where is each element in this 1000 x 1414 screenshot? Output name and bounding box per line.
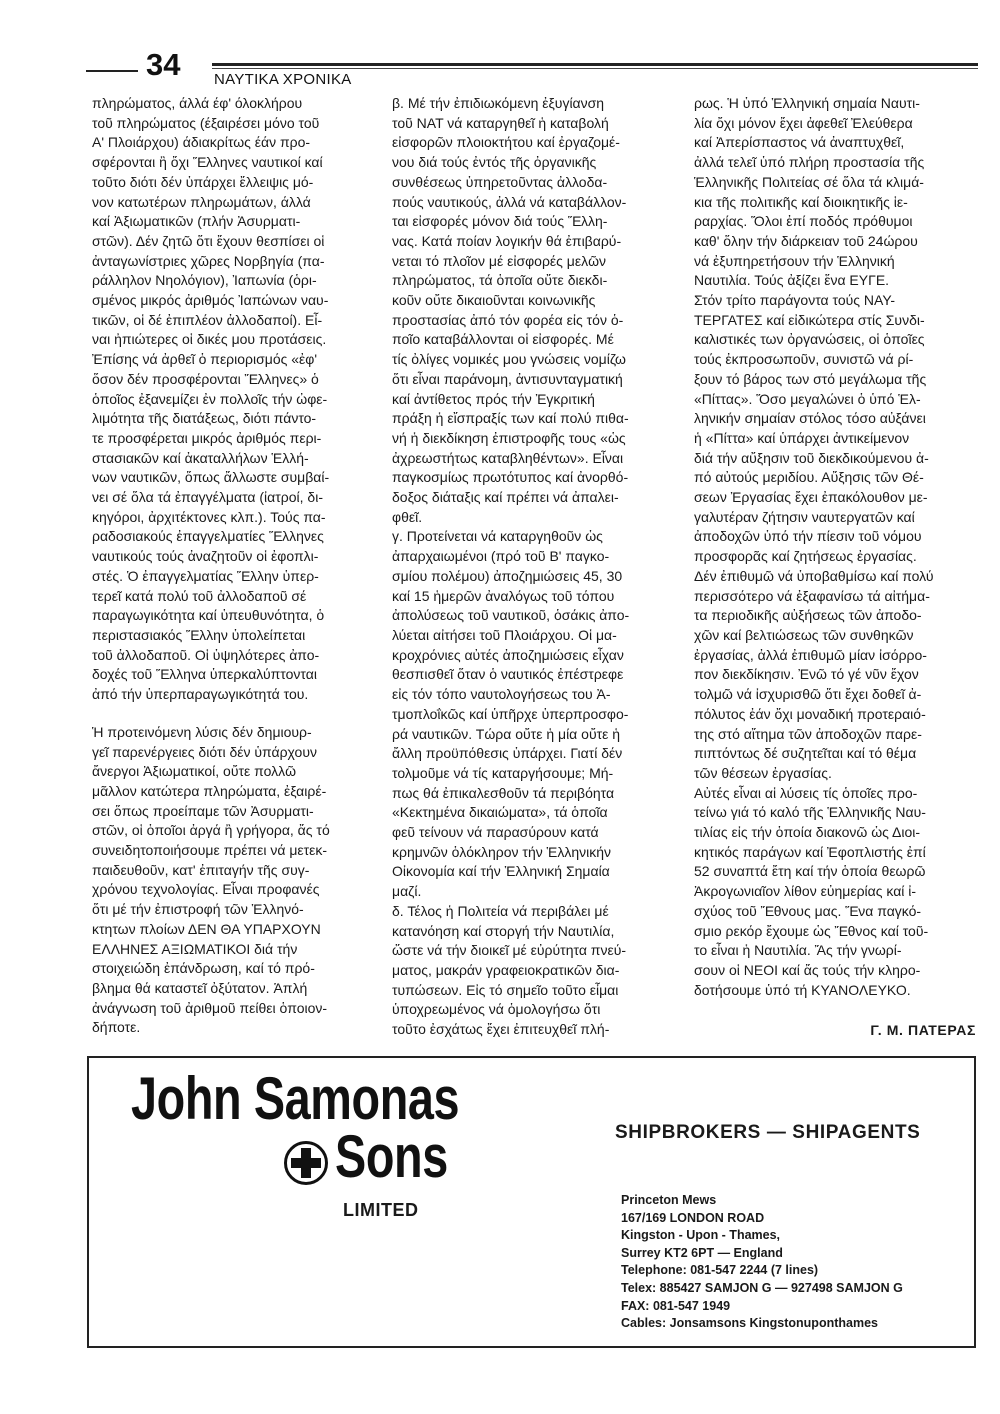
telephone-line: Telephone: 081-547 2244 (7 lines): [621, 1263, 819, 1278]
article-paragraph: γ. Προτείνεται νά καταργηθοῦν ὡς ἀπαρχαιωμένοι (πρό τοῦ Β' παγκο- σμίου πολέμου) ἀποζημιώσεις 45, 30 καί 15 ἡμερῶν ἀναλόγως τοῦ τόπου ἀπολύσεως τοῦ ναυτικοῦ, ὁσάκις ἀπο- λύεται αἰτήσει τοῦ Πλοιάρχου. Οἱ μα- κροχρόνιες αὐτές ἀποζημιώσεις εἶχαν θεσπισθεῖ ὅταν ὁ ναυτικός ἐπέστρεφε εἰς τόν τόπο ναυτολογήσεως του Ἀ- τμοπλοΐκῶς καί ὑπῆρχε ὑπερπροσφο- ρά ναυτικῶν. Τώρα οὔτε ἡ μία οὔτε ἡ ἄλλη προϋπόθεσις ὑπάρχει. Γιατί δέν τολμοῦμε νά τίς καταργήσουμε; Μή- πως θά ἐπικαλεσθοῦν τά περιβόητα «Κεκτημένα δικαιώματα», τά ὁποῖα φεῦ τείνουν νά παρασύρουν κατά κρημνῶν ὁλόκληρον τήν Ἑλληνικήν Οἰκονομία καί τήν Ἑλληνική Σημαία μαζί.: [392, 528, 630, 900]
company-address: [621, 1192, 903, 1333]
article-column-1: [92, 94, 376, 1038]
article-paragraph: Στόν τρίτο παράγοντα τούς ΝΑΥ- ΤΕΡΓΑΤΕΣ καί εἰδικώτερα στίς Συνδι- καλιστικές των ὀργανώσεις, οἱ ὁποῖες τούς ἐκπροσωποῦν, συνιστῶ νά ρί- ξουν τό βάρος των στό μεγάλωμα τῆς «Πίττας». Ὅσο μεγαλώνει ὁ ὑπό Ἑλ- ληνικήν σημαίαν στόλος τόσο αὐξάνει ἡ «Πίττα» καί ὑπάρχει ἀντικείμενον διά τήν αὔξησιν τοῦ διεκδικούμενου ἀ- πό αὐτούς μεριδίου. Αὔξησις τῶν Θέ- σεων Ἐργασίας ἔχει ἐπακόλουθον με- γαλυτέραν ζήτησιν ναυτεργατῶν καί ἀποδοχῶν ὑπό τήν πίεσιν τοῦ νόμου προσφορᾶς καί ζητήσεως ἐργασίας. Δέν ἐπιθυμῶ νά ὑποβαθμίσω καί πολύ περισσότερο νά ἐξαφανίσω τά αἰτήμα- τα περιοδικῆς αὐξήσεως τῶν ἀποδο- χῶν καί βελτιώσεως τῶν συνθηκῶν ἐργασίας, ἀλλά ἐπιθυμῶ μίαν ἰσόρρο- πον διεκδίκησιν. Ἐνῶ τό γέ νῦν ἔχον τολμῶ νά ἰσχυρισθῶ ὅτι ἔχει δοθεῖ ἀ- πόλυτος ἐάν ὄχι μοναδική προτεραιό- της στό αἴτημα τῶν ἀποδοχῶν παρε- πιπτόντως δέ συζητεῖται καί τό θέμα τῶν θέσεων ἐργασίας.: [694, 292, 934, 781]
address-line: Princeton Mews: [621, 1193, 717, 1207]
plus-circle-logo-icon: [283, 1140, 329, 1186]
address-line: 167/169 LONDON ROAD: [621, 1210, 765, 1225]
article-paragraph: Ἡ προτεινόμενη λύσις δέν δημιουρ- γεῖ παρενέργειες διότι δέν ὑπάρχουν ἄνεργοι Ἀξιωματικοί, οὔτε πολλῶ μᾶλλον κατώτερα πληρώματα, ἐξαιρέ- σει ὅπως προείπαμε τῶν Ἀσυρματι- στῶν, οἱ ὁποῖοι ἀργά ἢ γρήγορα, ἄς τό συνειδητοποιήσουμε πρέπει νά μετεκ- παιδευθοῦν, κατ' ἐπιταγήν τῆς συγ- χρόνου τεχνολογίας. Εἶναι προφανές ὅτι μέ τήν ἐπιστροφή τῶν Ἑλληνό- κτητων πλοίων ΔΕΝ ΘΑ ΥΠΑΡΧΟΥΝ ΕΛΛΗΝΕΣ ΑΞΙΩΜΑΤΙΚΟΙ διά τήν στοιχειώδη ἐπάνδρωση, καί τό πρό- βλημα θά καταστεῖ ὀξύτατον. Ἁπλή ἀνάγνωση τοῦ ἀριθμοῦ πείθει ὁποιον- δήποτε.: [92, 723, 330, 1036]
article-paragraph: β. Μέ τήν ἐπιδιωκόμενη ἐξυγίανση τοῦ ΝΑΤ νά καταργηθεῖ ἡ καταβολή εἰσφορῶν πλοιοκτήτου καί ἐργαζομέ- νου διά τούς ἐντός τῆς ὀργανικῆς συνθέσεως ὑπηρετοῦντας ἀλλοδα- πούς ναυτικούς, ἀλλά νά καταβάλλον- ται εἰσφορές μόνον διά τούς Ἕλλη- νας. Κατά ποίαν λογικήν θά ἐπιβαρύ- νεται τό πλοῖον μέ εἰσφορές μελῶν πληρώματος, τά ὁποῖα οὔτε διεκδι- κοῦν οὔτε δικαιοῦνται κοινωνικῆς προστασίας ἀπό τόν φορέα εἰς τόν ὁ- ποῖο καταβάλλονται οἱ εἰσφορές. Μέ τίς ὀλίγες νομικές μου γνώσεις νομίζω ὅτι εἶναι παράνομη, ἀντισυνταγματική καί ἀντίθετος πρός τήν Ἐγκριτική πράξη ἡ εἴσπραξίς των καί πολύ πιθα- νή ἡ διεκδίκηση ἐπιστροφῆς τους «ὡς ἀχρεωστήτως καταβληθέντων». Εἶναι παγκοσμίως πρωτότυπος καί ἀνορθό- δοξος διάταξις καί πρέπει νά ἀπαλει- φθεῖ.: [392, 95, 629, 525]
address-line: Kingston - Upon - Thames,: [621, 1228, 781, 1243]
company-limited: LIMITED: [343, 1200, 419, 1220]
header-rule-left: [86, 70, 138, 72]
cables-line: Cables: Jonsamsons Kingstonuponthames: [621, 1316, 878, 1331]
header-rule-thin: [212, 68, 978, 69]
company-name: John Samonas: [131, 1065, 460, 1132]
header-rule: [212, 63, 978, 66]
author-signature: Γ. Μ. ΠΑΤΕΡΑΣ: [870, 1022, 976, 1038]
telex-line: Telex: 885427 SAMJON G — 927498 SAMJON G: [621, 1280, 903, 1295]
article-paragraph: Αὐτές εἶναι αἱ λύσεις τίς ὁποῖες προ- τείνω γιά τό καλό τῆς Ἑλληνικῆς Ναυ- τιλίας εἰς τήν ὁποία διακονῶ ὡς Διοι- κητικός παράγων καί Ἐφοπλιστής ἐπί 52 συναπτά ἔτη καί τήν ὁποία θεωρῶ Ἀκρογωνιαῖον λίθον εὐημερίας καί ἰ- σχύος τοῦ Ἔθνους μας. Ἕνα παγκό- σμιο ρεκόρ ἔχουμε ὡς Ἔθνος καί τοῦ- το εἶναι ἡ Ναυτιλία. Ἄς τήν γνωρί- σουν οἱ ΝΕΟΙ καί ἄς τούς τήν κληρο- δοτήσουμε ὑπό τή ΚΥΑΝΟΛΕΥΚΟ.: [694, 784, 929, 998]
article-paragraph: ρως. Ἡ ὑπό Ἑλληνική σημαία Ναυτι- λία ὄχι μόνον ἔχει ἀφεθεῖ Ἐλεύθερα καί Ἀπερίσπαστος νά ἀναπτυχθεῖ, ἀλλά τελεῖ ὑπό πλήρη προστασία τῆς Ἑλληνικῆς Πολιτείας σέ ὅλα τά κλιμά- κια τῆς πολιτικῆς καί διοικητικῆς ἱε- ραρχίας. Ὅλοι ἐπί ποδός πρόθυμοι καθ' ὅλην τήν διάρκειαν τοῦ 24ώρου νά ἐξυπηρετήσουν τήν Ἑλληνική Ναυτιλία. Τούς ἀξίζει ἕνα ΕΥΓΕ.: [694, 95, 925, 289]
address-line: Surrey KT2 6PT — England: [621, 1245, 783, 1260]
page-number: 34: [146, 47, 181, 82]
magazine-title: ΝΑΥΤΙΚΑ ΧΡΟΝΙΚΑ: [214, 71, 352, 88]
advertisement-box: [87, 1056, 976, 1348]
article-column-2: [392, 94, 674, 1040]
company-services: SHIPBROKERS — SHIPAGENTS: [615, 1122, 921, 1143]
article-paragraph: δ. Τέλος ἡ Πολιτεία νά περιβάλει μέ κατανόηση καί στοργή τήν Ναυτιλία, ὥστε νά τήν διοικεῖ μέ εὐρύτητα πνεύ- ματος, μακράν γραφειοκρατικῶν δια- τυπώσεων. Εἰς τό σημεῖο τοῦτο εἶμαι ὑποχρεωμένος νά ὁμολογήσω ὅτι τοῦτο ἐσχάτως ἔχει ἐπιτευχθεῖ πλή-: [392, 902, 627, 1038]
article-paragraph: πληρώματος, άλλά έφ' όλοκλήρου τοῦ πληρώματος (έξαιρέσει μόνο τοῦ Α' Πλοιάρχου) άδιακρίτως έάν προ- σφέρονται ἢ ὄχι Ἕλληνες ναυτικοί καί τοῦτο διότι δέν ὑπάρχει ἔλλειψις μό- νον κατωτέρων πληρωμάτων, άλλά καί Ἀξιωματικῶν (πλήν Ἀσυρματι- στῶν). Δέν ζητῶ ὅτι ἔχουν θεσπίσει οἱ ἀνταγωνίστριες χῶρες Νορβηγία (πα- ράλληλον Νηολόγιον), Ἰαπωνία (ὁρι- σμένος μικρός ἀριθμός Ἰαπώνων ναυ- τικῶν, οἱ δέ ἐπιπλέον ἀλλοδαποί). Εἶ- ναι ἠπιώτερες οἱ δικές μου προτάσεις. Ἐπίσης νά ἀρθεῖ ὁ περιορισμός «ἐφ' ὅσον δέν προσφέρονται Ἕλληνες» ὁ ὁποῖος ἐξανεμίζει ἐν πολλοῖς τήν ὠφε- λιμότητα τῆς διατάξεως, διότι πάντο- τε προσφέρεται μικρός ἀριθμός περι- στασιακῶν καί ἀκαταλλήλων Ἑλλή- νων ναυτικῶν, ὅπως ἄλλωστε συμβαί- νει σέ ὅλα τά ἐπαγγέλματα (ἰατροί, δι- κηγόροι, ἀρχιτέκτονες κλπ.). Τούς πα- ραδοσιακούς ἐπαγγελματίες Ἕλληνες ναυτικούς τούς ἀναζητοῦν οἱ ἐφοπλι- στές. Ὁ ἐπαγγελματίας Ἕλλην ὑπερ- τερεῖ κατά πολύ τοῦ ἀλλοδαποῦ σέ παραγωγικότητα καί ὑπευθυνότητα, ὁ περιστασιακός Ἕλλην ὑπολείπεται τοῦ ἀλλοδαποῦ. Οἱ ὑψηλότερες ἀπο- δοχές τοῦ Ἕλληνα ὑπερκαλύπτονται ἀπό τήν ὑπερπαραγωγικότητά του.: [92, 95, 330, 703]
fax-line: FAX: 081-547 1949: [621, 1298, 731, 1313]
article-column-3: [694, 94, 978, 1000]
company-name-sons: Sons: [335, 1123, 448, 1190]
